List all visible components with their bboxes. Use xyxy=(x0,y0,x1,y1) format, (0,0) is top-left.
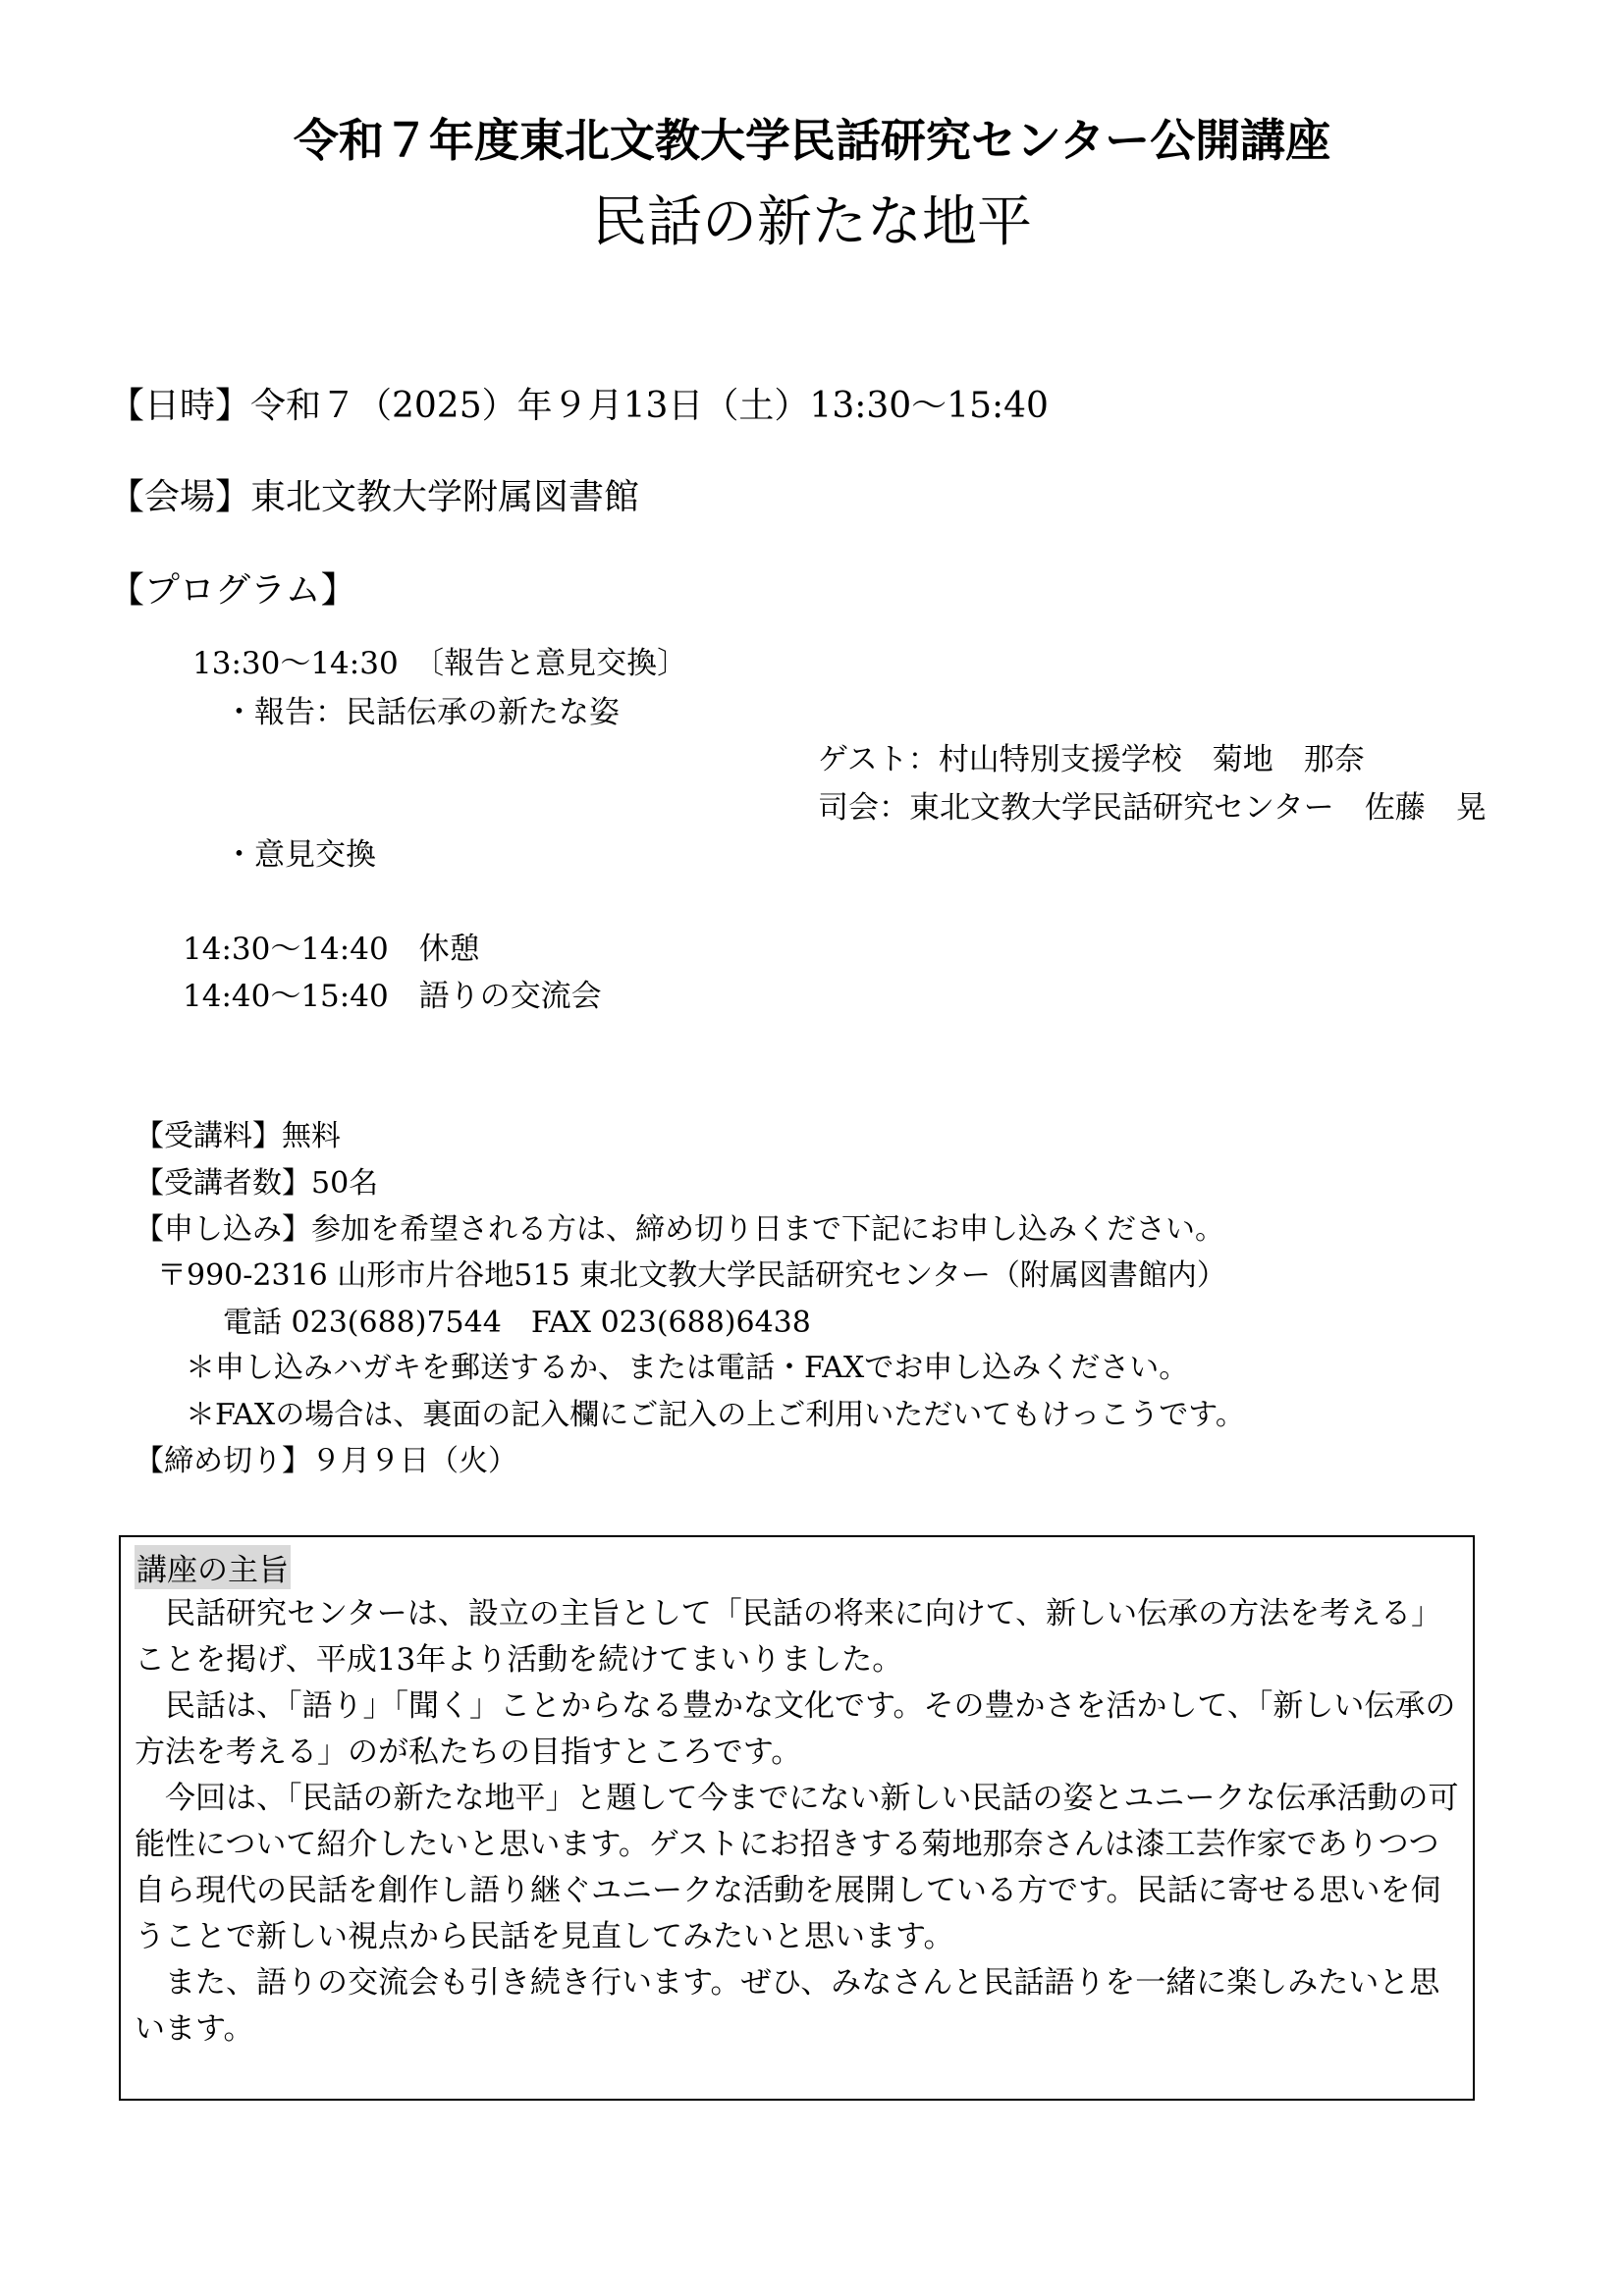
capacity: 【受講者数】50名 xyxy=(135,1166,379,1201)
fee: 【受講料】無料 xyxy=(135,1119,341,1153)
purpose-box xyxy=(119,1535,1475,2101)
apply-info: 【申し込み】参加を希望される方は、締め切り日まで下記にお申し込みください。 xyxy=(135,1212,1224,1247)
program-slot-1: 13:30〜14:30 〔報告と意見交換〕 xyxy=(192,646,688,681)
purpose-paragraph-4: また、語りの交流会も引き続き行います。ぜひ、みなさんと民話語りを一緒に楽しみたいと思います。 xyxy=(135,1965,1440,2047)
program-slot-2: 14:30〜14:40 休憩 xyxy=(183,932,480,967)
phone-fax: 電話 023(688)7544 FAX 023(688)6438 xyxy=(223,1306,811,1340)
deadline: 【締め切り】９月９日（火） xyxy=(135,1444,517,1478)
program-host: 司会：東北文教大学民話研究センター 佐藤 晃 xyxy=(818,790,1487,826)
datetime: 【日時】令和７（2025）年９月13日（土）13:30〜15:40 xyxy=(109,386,1049,426)
program-heading: 【プログラム】 xyxy=(109,570,356,611)
program-guest: ゲスト：村山特別支援学校 菊地 那奈 xyxy=(818,742,1365,777)
address: 〒990-2316 山形市片谷地515 東北文教大学民話研究センター（附属図書館内） xyxy=(157,1258,1226,1293)
page-title: 令和７年度東北文教大学民話研究センター公開講座 xyxy=(293,114,1331,167)
page-subtitle: 民話の新たな地平 xyxy=(592,190,1032,254)
venue: 【会場】東北文教大学附属図書館 xyxy=(109,477,640,517)
note-1: ＊申し込みハガキを郵送するか、または電話・FAXでお申し込みください。 xyxy=(186,1351,1189,1385)
program-slot-3: 14:40〜15:40 語りの交流会 xyxy=(183,979,602,1014)
purpose-paragraph-2: 民話は、「語り」「聞く」ことからなる豊かな文化です。その豊かさを活かして、「新しい伝承の方法を考える」のが私たちの目指すところです。 xyxy=(135,1688,1456,1770)
purpose-paragraph-3: 今回は、「民話の新たな地平」と題して今までにない新しい民話の姿とユニークな伝承活動の可能性について紹介したいと思います。ゲストにお招きする菊地那奈さんは漆工芸作家でありつつ自ら現代の民話を創作し語り継ぐユニークな活動を展開している方です。民話に寄せる思いを伺うことで新しい視点から民話を見直してみたいと思います。 xyxy=(135,1781,1459,1954)
program-exchange: ・意見交換 xyxy=(224,837,376,873)
note-2: ＊FAXの場合は、裏面の記入欄にご記入の上ご利用いただいてもけっこうです。 xyxy=(186,1398,1245,1432)
program-report: ・報告：民話伝承の新たな姿 xyxy=(224,695,620,730)
purpose-paragraph-1: 民話研究センターは、設立の主旨として「民話の将来に向けて、新しい伝承の方法を考える」ことを掲げ、平成13年より活動を続けてまいりました。 xyxy=(135,1596,1442,1678)
purpose-heading: 講座の主旨 xyxy=(135,1545,291,1589)
